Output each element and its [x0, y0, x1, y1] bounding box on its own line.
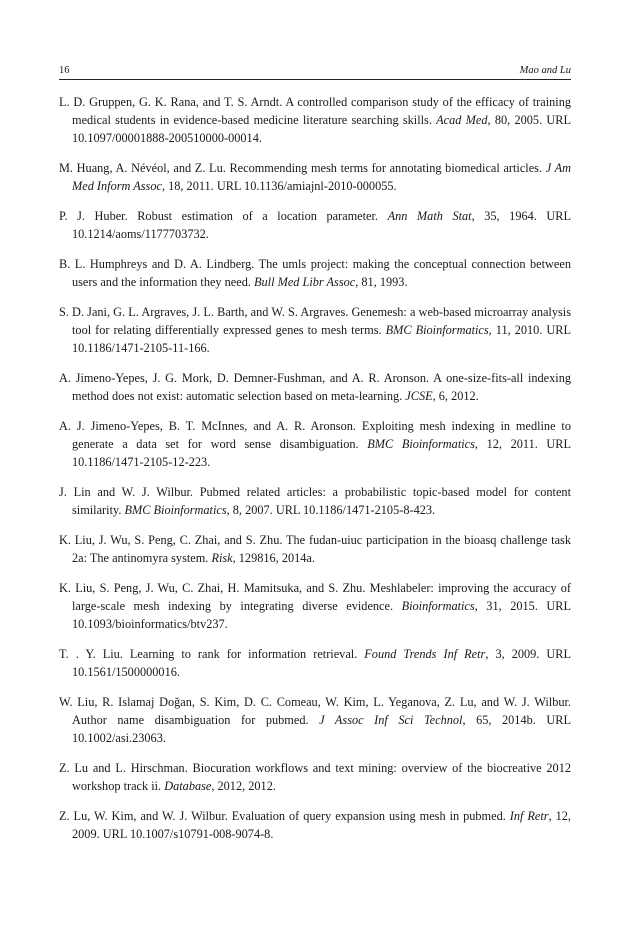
- reference-entry: [59, 417, 571, 471]
- reference-venue: JCSE: [405, 389, 433, 403]
- reference-venue: Database: [164, 779, 212, 793]
- reference-details: , 11, 2010. URL 10.1186/1471-2105-11-166.: [72, 323, 571, 355]
- reference-text: S. D. Jani, G. L. Argraves, J. L. Barth, and W. S. Argraves. Genemesh: a web-based microarray analysis tool for relating differentially expressed genes to mesh terms.: [59, 305, 571, 337]
- reference-entry: [59, 645, 571, 681]
- reference-text: T. . Y. Liu. Learning to rank for information retrieval.: [59, 647, 365, 661]
- reference-venue: Inf Retr: [509, 809, 549, 823]
- reference-venue: J Am Med Inform Assoc: [72, 161, 572, 193]
- reference-venue: J Assoc Inf Sci Technol: [319, 713, 463, 727]
- reference-venue: Ann Math Stat: [387, 209, 472, 223]
- reference-details: , 31, 2015. URL 10.1093/bioinformatics/btv237.: [72, 599, 571, 631]
- reference-venue: Bioinformatics: [401, 599, 475, 613]
- reference-details: , 65, 2014b. URL 10.1002/asi.23063.: [72, 713, 571, 745]
- reference-entry: [59, 807, 571, 843]
- reference-text: K. Liu, S. Peng, J. Wu, C. Zhai, H. Mamitsuka, and S. Zhu. Meshlabeler: improving the accuracy of large-scale mesh indexing by integrating diverse evidence.: [59, 581, 571, 613]
- reference-venue: Found Trends Inf Retr: [364, 647, 486, 661]
- reference-entry: [59, 759, 571, 795]
- reference-venue: Risk: [211, 551, 233, 565]
- reference-details: , 2012, 2012.: [211, 779, 276, 793]
- reference-details: , 35, 1964. URL 10.1214/aoms/1177703732.: [72, 209, 571, 241]
- reference-text: L. D. Gruppen, G. K. Rana, and T. S. Arndt. A controlled comparison study of the efficacy of training medical students in evidence-based medicine literature searching skills.: [59, 95, 571, 127]
- reference-entry: [59, 255, 571, 291]
- reference-venue: Bull Med Libr Assoc: [254, 275, 356, 289]
- reference-entry: [59, 579, 571, 633]
- running-head-authors: Mao and Lu: [519, 65, 571, 76]
- page-number: 16: [59, 65, 70, 76]
- reference-details: , 3, 2009. URL 10.1561/1500000016.: [72, 647, 571, 679]
- reference-text: M. Huang, A. Névéol, and Z. Lu. Recommending mesh terms for annotating biomedical articles.: [59, 161, 546, 175]
- reference-details: , 12, 2009. URL 10.1007/s10791-008-9074-8.: [72, 809, 571, 841]
- reference-text: Z. Lu and L. Hirschman. Biocuration workflows and text mining: overview of the biocreative 2012 workshop track ii.: [59, 761, 571, 793]
- reference-details: , 12, 2011. URL 10.1186/1471-2105-12-223.: [72, 437, 571, 469]
- reference-text: K. Liu, J. Wu, S. Peng, C. Zhai, and S. Zhu. The fudan-uiuc participation in the bioasq challenge task 2a: The antinomyra system.: [59, 533, 571, 565]
- reference-details: , 129816, 2014a.: [232, 551, 315, 565]
- reference-text: A. Jimeno-Yepes, J. G. Mork, D. Demner-Fushman, and A. R. Aronson. A one-size-fits-all indexing method does not exist: automatic selection based on meta-learning.: [59, 371, 571, 403]
- reference-entry: [59, 303, 571, 357]
- reference-venue: BMC Bioinformatics: [124, 503, 227, 517]
- reference-details: , 81, 1993.: [355, 275, 408, 289]
- reference-details: , 6, 2012.: [432, 389, 479, 403]
- reference-entry: [59, 207, 571, 243]
- reference-details: , 80, 2005. URL 10.1097/00001888-200510000-00014.: [72, 113, 571, 145]
- reference-entry: [59, 369, 571, 405]
- reference-entry: [59, 693, 571, 747]
- reference-venue: BMC Bioinformatics: [367, 437, 475, 451]
- reference-list: [59, 93, 571, 855]
- reference-text: A. J. Jimeno-Yepes, B. T. McInnes, and A. R. Aronson. Exploiting mesh indexing in medline to generate a data set for word sense disambiguation.: [59, 419, 571, 451]
- reference-text: W. Liu, R. Islamaj Doğan, S. Kim, D. C. Comeau, W. Kim, L. Yeganova, Z. Lu, and W. J. Wilbur. Author name disambiguation for pubmed.: [59, 695, 571, 727]
- reference-text: J. Lin and W. J. Wilbur. Pubmed related articles: a probabilistic topic-based model for content similarity.: [59, 485, 571, 517]
- reference-text: B. L. Humphreys and D. A. Lindberg. The umls project: making the conceptual connection between users and the information they need.: [59, 257, 571, 289]
- reference-entry: [59, 159, 571, 195]
- reference-details: , 18, 2011. URL 10.1136/amiajnl-2010-000055.: [161, 179, 397, 193]
- reference-details: , 8, 2007. URL 10.1186/1471-2105-8-423.: [226, 503, 436, 517]
- reference-venue: BMC Bioinformatics: [385, 323, 489, 337]
- reference-text: P. J. Huber. Robust estimation of a location parameter.: [59, 209, 388, 223]
- reference-text: Z. Lu, W. Kim, and W. J. Wilbur. Evaluation of query expansion using mesh in pubmed.: [59, 809, 510, 823]
- reference-entry: [59, 93, 571, 147]
- reference-venue: Acad Med: [436, 113, 488, 127]
- reference-entry: [59, 483, 571, 519]
- running-header: [59, 63, 571, 80]
- reference-entry: [59, 531, 571, 567]
